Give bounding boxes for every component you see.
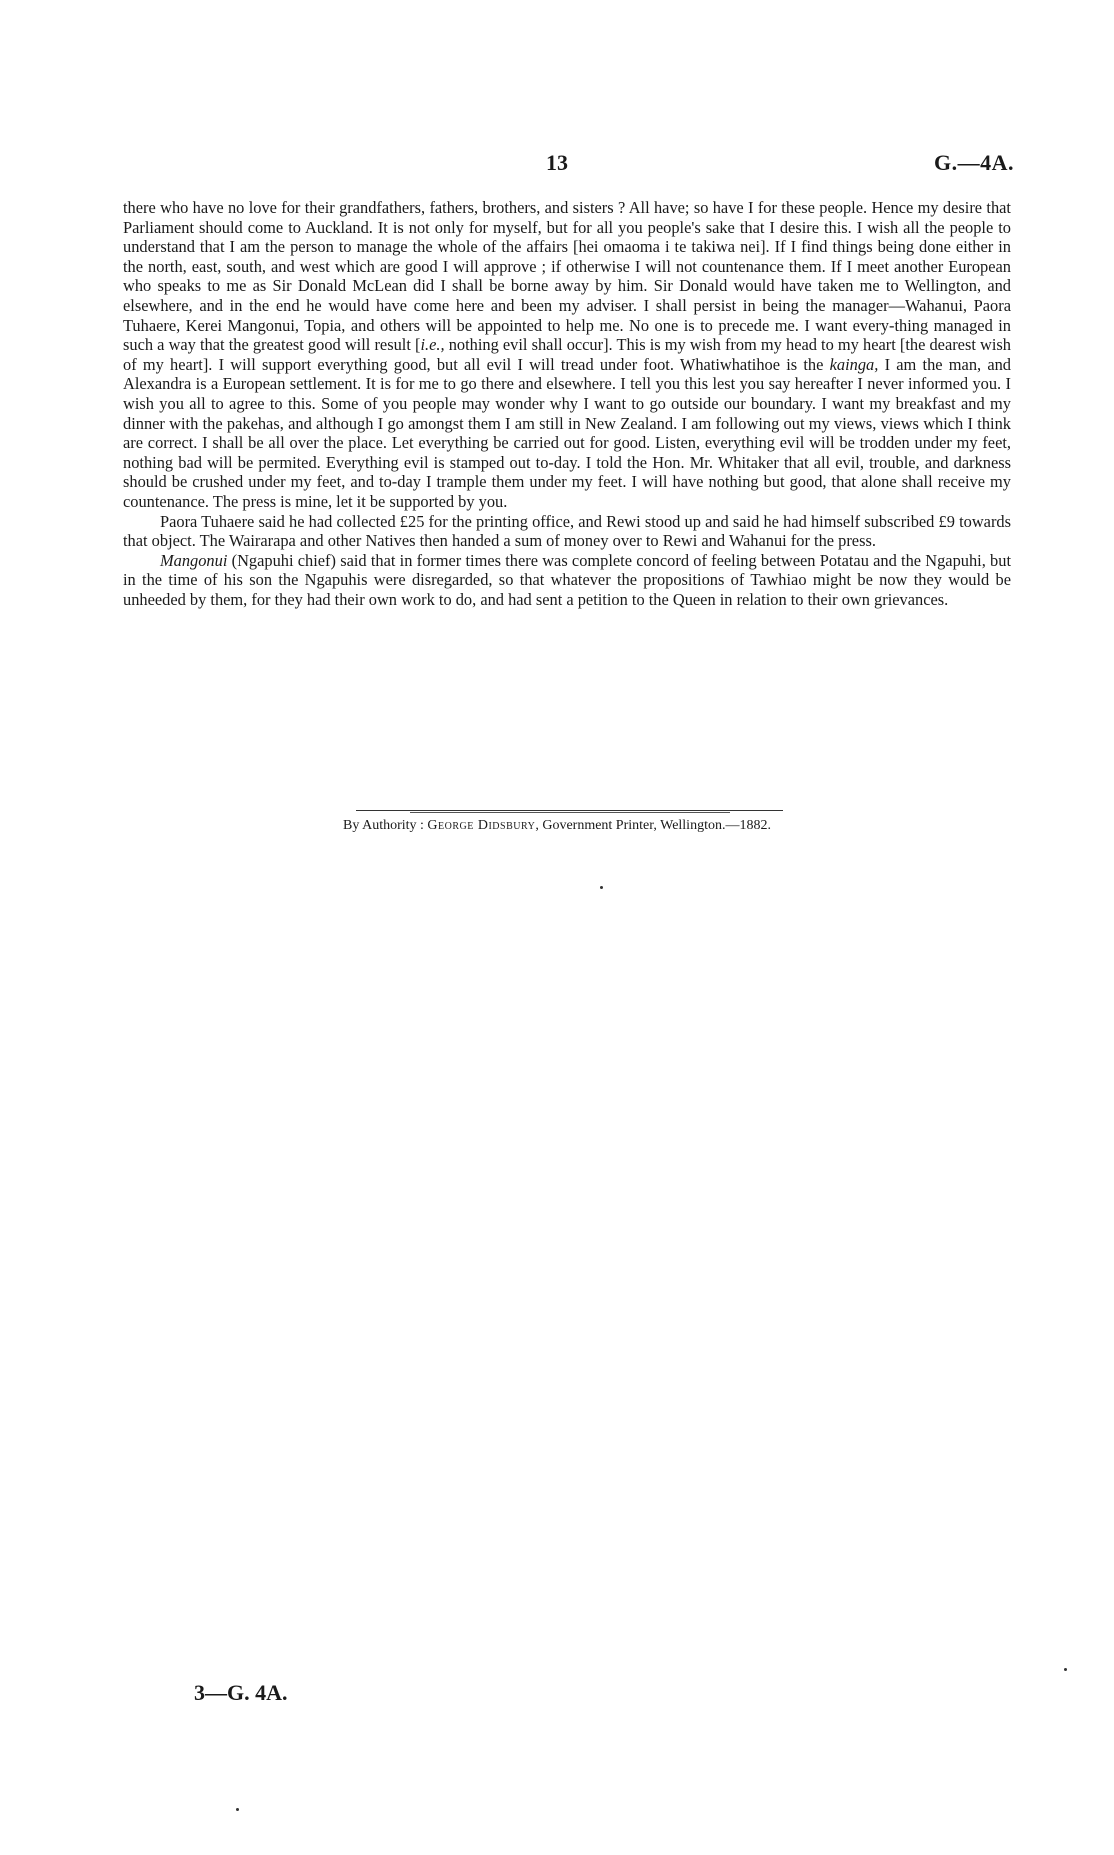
imprint-rule-inner xyxy=(410,812,730,813)
body-text xyxy=(123,198,1011,609)
imprint-printer-name: George Didsbury xyxy=(427,818,536,833)
imprint-prefix: By Authority : xyxy=(343,818,428,833)
text-run: Paora Tuhaere said he had collected £25 for the printing office, and Rewi stood up and said he had himself subscribed £9 towards that object. The Wairarapa and other Natives then handed a sum of money over to Rewi and Wahanui for the press. xyxy=(123,511,1011,551)
page-number: 13 xyxy=(546,150,568,175)
imprint-line xyxy=(0,818,1114,834)
italic-text: i.e., xyxy=(420,335,445,355)
paragraph xyxy=(123,551,1011,610)
italic-text: kainga, xyxy=(829,354,879,374)
imprint-suffix: , Government Printer, Wellington.—1882. xyxy=(535,818,771,833)
print-speck xyxy=(1064,1668,1067,1671)
text-run: I am the man, and Alexandra is a European settlement. It is for me to go there and elsewhere. I tell you this lest you say hereafter I never informed you. I wish you all to agree to this. Some of you people may wonder why I want to go outside our boundary. I want my breakfast and my dinner with the pakehas, and although I go amongst them I am still in New Zealand. I am following out my views, views which I think are correct. I shall be all over the place. Let everything be carried out for good. Listen, everything evil will be trodden under my feet, nothing bad will be permited. Everything evil is stamped out to-day. I told the Hon. Mr. Whitaker that all evil, trouble, and darkness should be crushed under my feet, and to-day I trample them under my feet. I will have nothing but good, that alone shall receive my countenance. The press is mine, let it be supported by you. xyxy=(123,354,1012,511)
page-reference: G.—4A. xyxy=(934,150,1014,175)
paragraph xyxy=(123,198,1011,512)
text-run: (Ngapuhi chief) said that in former times there was complete concord of feeling between Potatau and the Ngapuhi, but in the time of his son the Ngapuhis were disregarded, so that whatever the propositions of Tawhiao might be now they would be unheeded by them, for they had their own work to do, and had sent a petition to the Queen in relation to their own grievances. xyxy=(123,550,1011,609)
paragraph xyxy=(123,512,1011,551)
imprint-rule xyxy=(356,810,783,811)
text-run: nothing evil shall occur]. This is my wish from my head to my heart [the dearest wish of my heart]. I will support everything good, but all evil I will tread under foot. Whatiwhatihoe is the xyxy=(123,335,1011,374)
print-speck xyxy=(600,886,603,889)
italic-text: Mangonui xyxy=(160,550,228,570)
signature-mark: 3—G. 4A. xyxy=(194,1680,288,1705)
text-run: there who have no love for their grandfathers, fathers, brothers, and sisters ? All have; so have I for these people. Hence my desire that Parliament should come to Auckland. It is not only for myself, but for all you people's sake that I desire this. I wish all the people to understand that I am the person to manage the whole of the affairs [hei omaoma i te takiwa nei]. If I find things being done either in the north, east, south, and west which are good I will approve ; if otherwise I will not countenance them. If I meet another European who speaks to me as Sir Donald McLean did I shall be borne away by him. Sir Donald would have taken me to Wellington, and elsewhere, and in the end he would have come here and been my adviser. I shall persist in being the manager—Wahanui, Paora Tuhaere, Kerei Mangonui, Topia, and others will be appointed to help me. No one is to precede me. I want every-thing managed in such a way that the greatest good will result [ xyxy=(123,198,1011,355)
print-speck xyxy=(236,1808,239,1811)
